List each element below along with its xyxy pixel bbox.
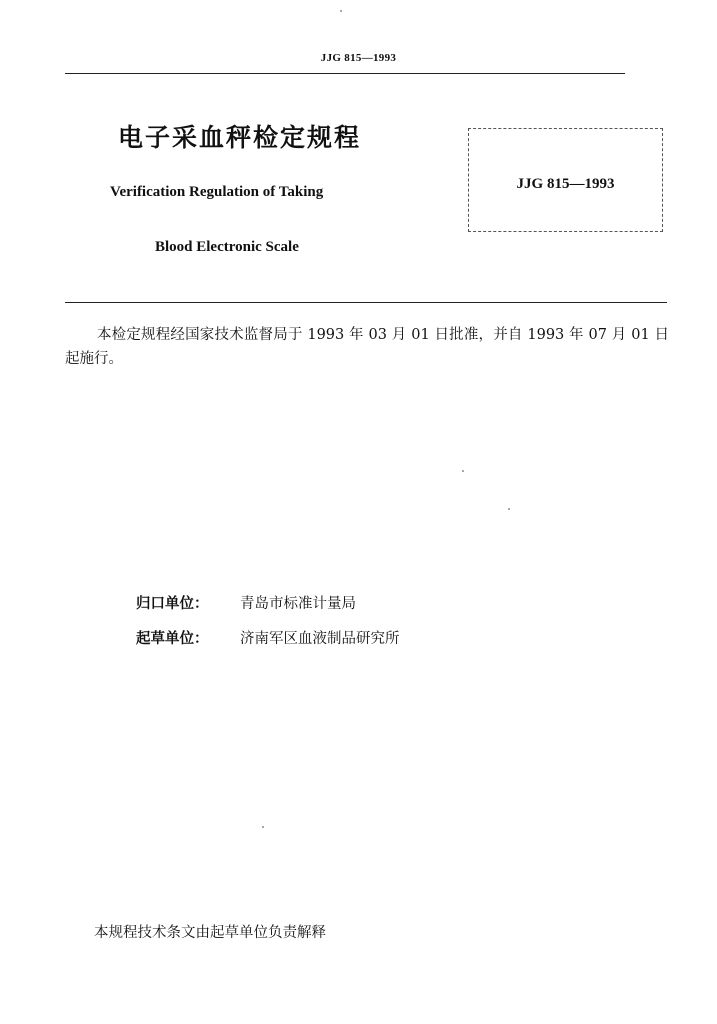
section-rule xyxy=(65,302,667,303)
approval-statement: 本检定规程经国家技术监督局于 1993 年 03 月 01 日批准，并自 1993 年 07 月 01 日起施行。 xyxy=(65,327,669,367)
title-english-line2: Blood Electronic Scale xyxy=(155,239,299,255)
standard-code-box xyxy=(468,128,663,232)
title-chinese: 电子采血秤检定规程 xyxy=(118,123,362,152)
responsible-unit-label: 归口单位： xyxy=(136,596,209,612)
drafting-unit-value: 济南军区血液制品研究所 xyxy=(240,631,400,647)
responsible-unit-value: 青岛市标准计量局 xyxy=(240,596,356,612)
standard-code: JJG 815—1993 xyxy=(516,176,615,192)
running-header-code: JJG 815—1993 xyxy=(320,52,397,64)
title-english-line1: Verification Regulation of Taking xyxy=(110,184,324,200)
header-rule xyxy=(65,73,625,74)
interpretation-note: 本规程技术条文由起草单位负责解释 xyxy=(94,925,326,941)
scan-speck xyxy=(262,826,264,828)
scan-speck xyxy=(340,10,342,12)
responsible-unit-row xyxy=(136,592,356,613)
scan-speck xyxy=(508,508,510,510)
drafting-unit-row xyxy=(136,627,400,648)
drafting-unit-label: 起草单位： xyxy=(136,631,209,647)
scan-speck xyxy=(462,470,464,472)
